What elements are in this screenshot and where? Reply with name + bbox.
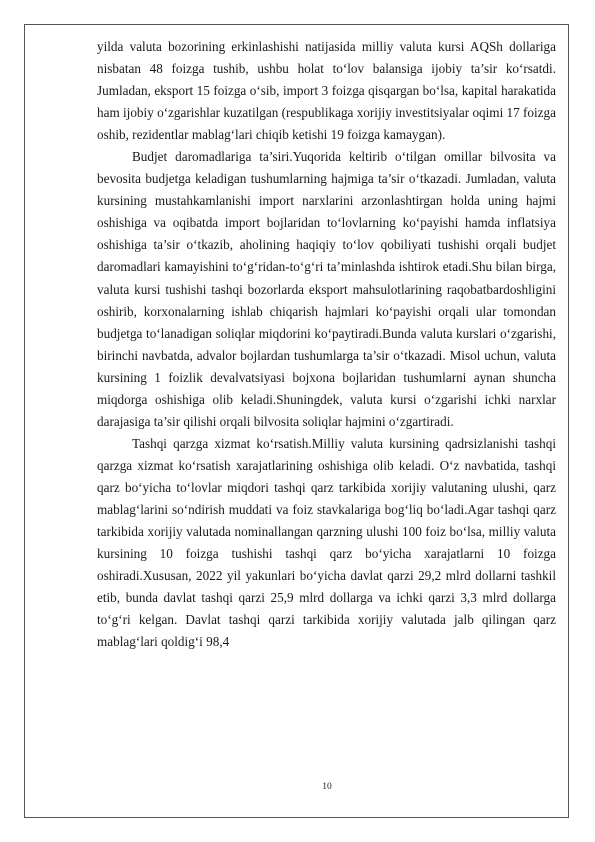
paragraph: yilda valuta bozorining erkinlashishi natijasida milliy valuta kursi AQSh dollariga nisbatan 48 foizga tushib, ushbu holat to‘lov balansiga ijobiy ta’sir ko‘rsatdi. Jumladan, eksport 15 foizga o‘sib, import 3 foizga qisqargan bo‘lsa, kapital harakatida ham ijobiy o‘zgarishlar kuzatilgan (respublikaga xorijiy investitsiyalar oqimi 17 foizga oshib, rezidentlar mablag‘lari chiqib ketishi 19 foizga kamaygan). <box>97 39 556 143</box>
page-number: 10 <box>322 782 332 792</box>
document-body <box>97 36 556 653</box>
paragraph: Budjet daromadlariga ta’siri.Yuqorida keltirib o‘tilgan omillar bilvosita va bevosita budjetga keladigan tushumlarning hajmiga ta’sir o‘tkazadi. Jumladan, valuta kursining mustahkamlanishi import narxlarini arzonlashtirgan holda uning hajmi oshishiga va oqibatda import bojlaridan to‘lovlarning ko‘payishi hamda inflatsiya oshishiga ta’sir o‘tkazib, aholining haqiqiy to‘lov qobiliyati tushishi orqali budjet daromadlari kamayishini to‘g‘ridan-to‘g‘ri ta’minlashda ishtirok etadi.Shu bilan birga, valuta kursi tushishi tashqi bozorlarda eksport mahsulotlarining raqobatbardoshligini oshirib, korxonalarning ishlab chiqarish hajmlari ko‘payishi orqali ular tomondan budjetga to‘lanadigan soliqlar miqdorini ko‘paytiradi.Bunda valuta kurslari o‘zgarishi, birinchi navbatda, advalor bojlardan tushumlarga ta’sir o‘tkazadi. Misol uchun, valuta kursining 1 foizlik devalvatsiyasi bojxona bojlaridan tushumlarni aynan shuncha miqdorga oshishiga olib keladi.Shuningdek, valuta kursi o‘zgarishi ichki narxlar darajasiga ta’sir qilishi orqali bilvosita soliqlar hajmini o‘zgartiradi. <box>97 149 556 429</box>
paragraph: Tashqi qarzga xizmat ko‘rsatish.Milliy valuta kursining qadrsizlanishi tashqi qarzga xizmat ko‘rsatish xarajatlarining oshishiga olib keladi. O‘z navbatida, tashqi qarz bo‘yicha to‘lovlar miqdori tashqi qarz tarkibida xorijiy valutaning ulushi, qarz mablag‘larini so‘ndirish muddati va foiz stavkalariga bog‘liq bo‘ladi.Agar tashqi qarz tarkibida xorijiy valutada nominallangan qarzning ulushi 100 foiz bo‘lsa, milliy valuta kursining 10 foizga tushishi tashqi qarz bo‘yicha xarajatlarni 10 foizga oshiradi.Xususan, 2022 yil yakunlari bo‘yicha davlat qarzi 29,2 mlrd dollarni tashkil etib, bunda davlat tashqi qarzi 25,9 mlrd dollarga va ichki qarzi 3,3 mlrd dollarga to‘g‘ri kelgan. Davlat tashqi qarzi tarkibida xorijiy valutada jalb qilingan qarz mablag‘lari qoldig‘i 98,4 <box>97 435 556 650</box>
